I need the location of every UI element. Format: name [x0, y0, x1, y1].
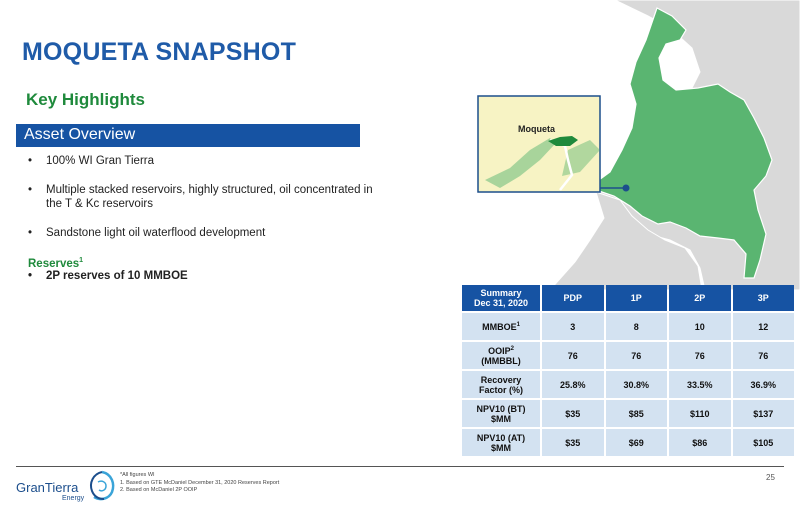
bullet-dot: •	[28, 155, 33, 167]
table-row	[462, 313, 794, 340]
row-label-sup: 1	[516, 321, 520, 328]
table-cell: 30.8%	[606, 371, 668, 398]
asset-overview-bar	[16, 124, 360, 147]
table-cell: 76	[733, 342, 795, 369]
table-cell: 10	[669, 313, 731, 340]
reserves-heading-text: Reserves	[28, 257, 80, 270]
footnotes	[120, 472, 279, 495]
bullet-text: Multiple stacked reservoirs, highly structured, oil concentrated in the T & Kc reservoirs	[46, 183, 373, 210]
reserves-bullet	[28, 270, 188, 282]
table-cell: $35	[542, 400, 604, 427]
inset-label: Moqueta	[518, 124, 555, 134]
table-header-col: 3P	[733, 285, 795, 311]
row-label-text: NPV10 (AT)	[476, 432, 526, 443]
company-logo-icon	[88, 470, 116, 502]
row-label-text-2: Factor (%)	[478, 384, 523, 395]
key-highlights-heading: Key Highlights	[26, 90, 146, 109]
table-cell: $110	[669, 400, 731, 427]
footnote: *All figures WI	[120, 472, 155, 478]
bullet-item	[28, 183, 383, 212]
bullet-dot: •	[28, 183, 33, 196]
row-label-text-2: $MM	[491, 413, 511, 424]
reserves-summary-table	[460, 283, 796, 458]
colombia-map	[400, 0, 800, 290]
row-label-text: Recovery	[480, 374, 522, 385]
table-cell: $137	[733, 400, 795, 427]
location-marker	[623, 185, 630, 192]
table-header-row	[462, 285, 794, 311]
row-label	[462, 371, 540, 398]
row-label	[462, 400, 540, 427]
row-label	[462, 342, 540, 369]
bullet-list	[28, 154, 383, 254]
table-cell: 76	[606, 342, 668, 369]
bullet-item	[28, 226, 383, 241]
row-label-text: MMBOE	[482, 321, 517, 332]
footnote: 1. Based on GTE McDaniel December 31, 2020 Reserves Report	[120, 479, 280, 486]
bullet-item	[28, 154, 383, 169]
table-cell: $105	[733, 429, 795, 456]
table-cell: $86	[669, 429, 731, 456]
bullet-dot: •	[28, 270, 33, 282]
footer-divider	[16, 466, 784, 467]
table-cell: $35	[542, 429, 604, 456]
row-label	[462, 429, 540, 456]
table-row	[462, 371, 794, 398]
table-header-col: 1P	[606, 285, 668, 311]
row-label-text-2: $MM	[491, 442, 511, 453]
reserves-footnote-mark: 1	[79, 257, 84, 264]
table-cell: $85	[606, 400, 668, 427]
asset-overview-label: Asset Overview	[24, 126, 136, 143]
table-header-col: 2P	[669, 285, 731, 311]
header-line2: Dec 31, 2020	[473, 298, 529, 308]
table-cell: 3	[542, 313, 604, 340]
table-row	[462, 342, 794, 369]
footnote: 2. Based on McDaniel 2P OOIP	[120, 487, 198, 493]
table-row	[462, 429, 794, 456]
bullet-text: 100% WI Gran Tierra	[46, 155, 155, 167]
row-label	[462, 313, 540, 340]
table-cell: 12	[733, 313, 795, 340]
table-header-col: PDP	[542, 285, 604, 311]
table-cell: $69	[606, 429, 668, 456]
table-cell: 76	[669, 342, 731, 369]
reserves-heading	[28, 257, 83, 270]
table-row	[462, 400, 794, 427]
table-cell: 8	[606, 313, 668, 340]
page-title: MOQUETA SNAPSHOT	[22, 38, 297, 66]
table-cell: 76	[542, 342, 604, 369]
table-cell: 25.8%	[542, 371, 604, 398]
company-logo-text: GranTierra	[16, 480, 79, 495]
table-header-summary	[462, 285, 540, 311]
row-label-text: OOIP	[488, 345, 511, 356]
header-line1: Summary	[480, 288, 522, 298]
reserves-text: 2P reserves of 10 MMBOE	[46, 270, 188, 282]
table-cell: 33.5%	[669, 371, 731, 398]
row-label-sup: 2	[510, 345, 514, 352]
table-cell: 36.9%	[733, 371, 795, 398]
bullet-dot: •	[28, 226, 33, 239]
page-number: 25	[766, 473, 775, 482]
bullet-text: Sandstone light oil waterflood development	[46, 226, 266, 239]
row-label-text-2: (MMBBL)	[481, 355, 521, 366]
row-label-text: NPV10 (BT)	[476, 403, 526, 414]
company-logo-sub: Energy	[62, 495, 85, 502]
